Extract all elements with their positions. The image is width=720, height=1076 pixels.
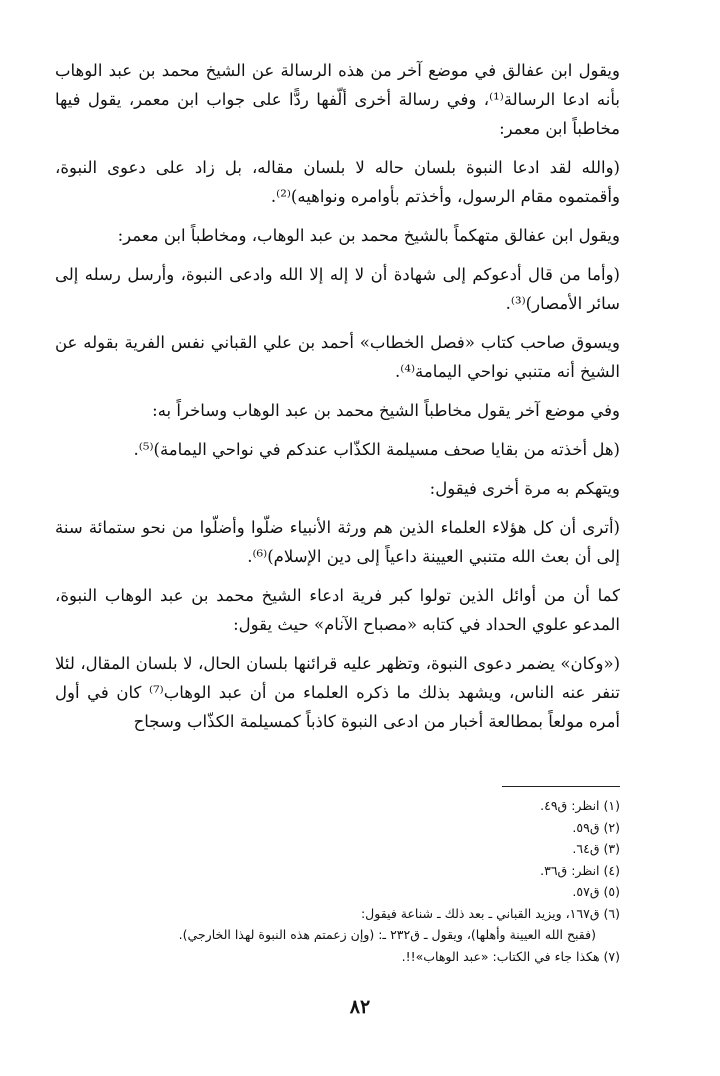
main-text: [55, 56, 620, 746]
paragraph-10: كما أن من أوائل الذين تولوا كبر فرية ادعاء الشيخ محمد بن عبد الوهاب النبوة، المدعو علوي الحداد في كتابه «مصباح الآنام» حيث يقول:: [55, 586, 620, 634]
paragraph-6: وفي موضع آخر يقول مخاطباً الشيخ محمد بن عبد الوهاب وساخراً به:: [152, 401, 620, 420]
footnote-2: (٢) ق٥٩.: [572, 819, 620, 835]
paragraph-2: (والله لقد ادعا النبوة بلسان حاله لا بلسان مقاله، بل زاد على دعوى النبوة، وأقمتموه مقام الرسول، وأخذتم بأوامره ونواهيه)⁽²⁾.: [55, 158, 620, 206]
footnote-3: (٣) ق٦٤.: [572, 841, 620, 856]
footnote-7: (٧) هكذا جاء في الكتاب: «عبد الوهاب»!!.: [401, 948, 620, 964]
paragraph-9: (أترى أن كل هؤلاء العلماء الذين هم ورثة الأنبياء ضلّوا وأضلّوا من نحو ستمائة سنة إلى أن بعث الله متنبي العيينة داعياً إلى دين الإسلام)⁽⁶⁾.: [55, 518, 620, 566]
footnote-6-continuation: (فقبح الله العيينة وأهلها)، ويقول ـ ق٢٣٢ ـ: (وإن زعمتم هذه النبوة لهذا الخارجي).: [178, 927, 596, 942]
paragraph-4: (وأما من قال أدعوكم إلى شهادة أن لا إله إلا الله وادعى النبوة، وأرسل رسله إلى سائر الأمصار)⁽³⁾.: [55, 265, 620, 313]
paragraph-1: ويقول ابن عفالق في موضع آخر من هذه الرسالة عن الشيخ محمد بن عبد الوهاب بأنه ادعا الرسالة⁽¹⁾، وفي رسالة أخرى ألّفها ردًّا على جواب ابن معمر، يقول فيها مخاطباً ابن معمر:: [55, 61, 620, 138]
paragraph-7: (هل أخذته من بقايا صحف مسيلمة الكذّاب عندكم في نواحي اليمامة)⁽⁵⁾.: [133, 440, 620, 459]
paragraph-3: ويقول ابن عفالق متهكماً بالشيخ محمد بن عبد الوهاب، ومخاطباً ابن معمر:: [117, 226, 620, 245]
footnote-1: (١) انظر: ق٤٩.: [540, 798, 620, 813]
footnote-separator: [502, 786, 620, 787]
footnotes: [55, 795, 620, 967]
paragraph-8: ويتهكم به مرة أخرى فيقول:: [429, 479, 620, 498]
page-number: ٨٢: [349, 996, 371, 1018]
paragraph-11: («وكان» يضمر دعوى النبوة، وتظهر عليه قرائنها بلسان الحال، لا بلسان المقال، لئلا تنفر عنه الناس، ويشهد بذلك ما ذكره العلماء من أن عبد الوهاب⁽⁷⁾ كان في أول أمره مولعاً بمطالعة أخبار من ادعى النبوة كاذباً كمسيلمة الكذّاب وسجاح: [55, 654, 621, 731]
footnote-4: (٤) انظر: ق٣٦.: [540, 862, 620, 878]
footnote-6: (٦) ق١٦٧، ويزيد القباني ـ بعد ذلك ـ شناعة فيقول:: [360, 905, 620, 921]
footnote-5: (٥) ق٥٧.: [572, 884, 620, 899]
paragraph-5: ويسوق صاحب كتاب «فصل الخطاب» أحمد بن علي القباني نفس الفرية بقوله عن الشيخ أنه متنبي نواحي اليمامة⁽⁴⁾.: [55, 333, 620, 381]
